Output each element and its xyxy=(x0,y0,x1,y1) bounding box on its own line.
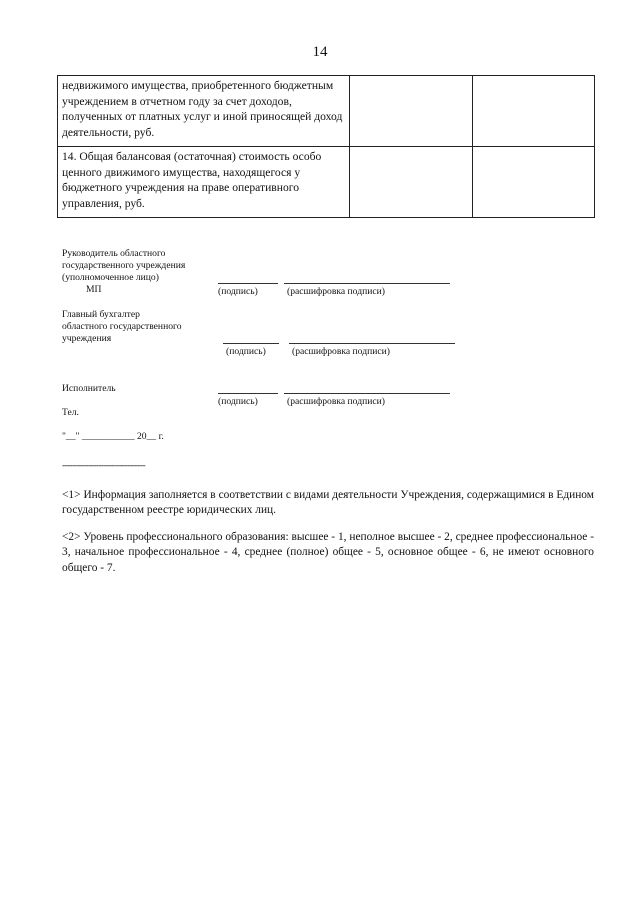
head-label-line2: государственного учреждения xyxy=(62,260,186,271)
accountant-signature-line xyxy=(223,343,279,344)
table-cell-value xyxy=(350,147,472,218)
accountant-label-line1: Главный бухгалтер xyxy=(62,309,140,320)
head-decode-caption: (расшифровка подписи) xyxy=(287,286,385,297)
property-table xyxy=(57,75,595,218)
table-row xyxy=(58,147,595,218)
footnote-2: <2> Уровень профессионального образования: высшее - 1, неполное высшее - 2, среднее профессиональное - 3, начальное профессиональное - 4, среднее (полное) общее - 5, основное общее - 6, не имеют основного общего - 7. xyxy=(62,531,594,574)
table-cell-description: недвижимого имущества, приобретенного бюджетным учреждением в отчетном году за счет доходов, полученных от платных услуг и иной приносящей доход деятельности, руб. xyxy=(58,76,350,147)
accountant-decode-line xyxy=(289,343,455,344)
table-cell-value xyxy=(472,147,594,218)
phone-label: Тел. xyxy=(62,407,79,418)
executor-signature-caption: (подпись) xyxy=(218,396,258,407)
page-number: 14 xyxy=(312,44,328,60)
accountant-decode-caption: (расшифровка подписи) xyxy=(292,346,390,357)
executor-label: Исполнитель xyxy=(62,383,116,394)
executor-signature-line xyxy=(218,393,278,394)
stamp-label: МП xyxy=(86,284,102,295)
head-label-line3: (уполномоченное лицо) xyxy=(62,272,159,283)
head-signature-line xyxy=(218,283,278,284)
table-cell-value xyxy=(350,76,472,147)
accountant-label-line2: областного государственного xyxy=(62,321,182,332)
head-signature-caption: (подпись) xyxy=(218,286,258,297)
table-cell-value xyxy=(472,76,594,147)
accountant-label-line3: учреждения xyxy=(62,333,112,344)
accountant-signature-caption: (подпись) xyxy=(226,346,266,357)
footnote-separator: -------------------------------- xyxy=(62,460,146,471)
table-row xyxy=(58,76,595,147)
executor-decode-line xyxy=(284,393,450,394)
executor-decode-caption: (расшифровка подписи) xyxy=(287,396,385,407)
head-label-line1: Руководитель областного xyxy=(62,248,166,259)
table-cell-description: 14. Общая балансовая (остаточная) стоимость особо ценного движимого имущества, находящегося у бюджетного учреждения на праве оперативного управления, руб. xyxy=(58,147,350,218)
head-decode-line xyxy=(284,283,450,284)
date-line: "__" ___________ 20__ г. xyxy=(62,431,164,442)
footnote-1: <1> Информация заполняется в соответствии с видами деятельности Учреждения, содержащимися в Едином государственном реестре юридических лиц. xyxy=(62,489,594,517)
